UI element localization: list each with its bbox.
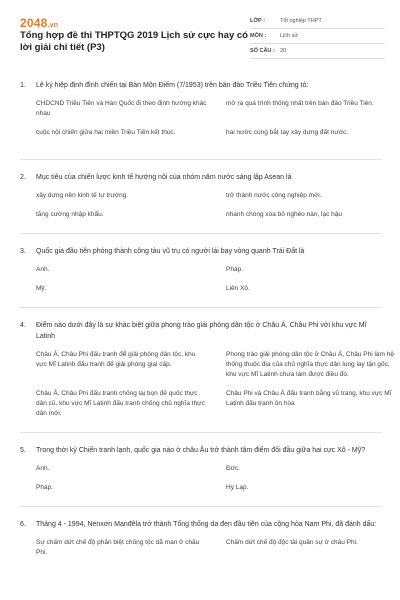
answer-option[interactable]: Anh. [36,465,50,472]
meta-key: MÔN : [250,33,267,39]
answer-option[interactable]: Anh. [36,266,50,273]
answer-option[interactable]: trở thành nước công nghiệp mới. [226,192,322,199]
answer-option[interactable]: tăng cường nhập khẩu. [36,211,104,218]
answer-options [20,265,382,303]
meta-value: 20 [280,48,287,54]
meta-table [250,14,385,59]
question-list [20,80,394,583]
answer-option[interactable]: Liên Xô. [226,285,250,292]
meta-key: LỚP : [250,18,265,24]
question-stem [20,246,382,257]
logo-text: 2048 [20,16,48,30]
question-text: Điểm nào dưới đây là sự khác biệt giữa phong trào giải phóng dân tộc ở Châu Á, Châu Phi với khu vực Mĩ Latinh [36,322,367,340]
question-6 [20,519,382,571]
question-text: Quốc gia đầu tiên phóng thành công tàu vũ trụ có người lái bay vòng quanh Trái Đất là [36,248,305,255]
document-header [0,0,400,70]
question-text: Trong thời kỳ Chiến tranh lạnh, quốc gia nào ở châu Âu trở thành tâm điểm đối đầu giữa hai cực Xô - Mỹ? [36,447,366,454]
answer-options [20,464,382,502]
question-text: Mục tiêu của chiến lược kinh tế hướng nội của nhóm năm nước sáng lập Asean là [36,174,292,181]
answer-option[interactable]: Sự chấm dứt chế độ phân biệt chủng tộc dã man ở châu Phi. [36,539,200,556]
question-1 [20,80,382,160]
question-number: 2. [20,174,26,181]
meta-row-subject [250,29,385,44]
answer-option[interactable]: Chấm dứt chế độ độc tài quân sự ở châu Phi. [226,539,358,546]
meta-value: Lịch sử [280,33,299,39]
question-2 [20,172,382,234]
page-title: Tổng hợp đề thi THPTQG 2019 Lịch sử cực hay có lời giải chi tiết (P3) [20,30,248,53]
answer-option[interactable]: hai nước cùng bắt tay xây dựng đất nước. [226,129,349,136]
question-stem [20,519,382,530]
answer-options [20,538,382,567]
question-number: 6. [20,521,26,528]
answer-option[interactable]: mở ra quá trình thống nhất trên bán đảo Triều Tiên. [226,100,374,107]
answer-option[interactable]: Châu Phi và Châu Á đấu tranh bằng vũ trang, khu vực Mĩ Latinh đấu tranh ôn hòa [226,390,392,407]
question-stem [20,80,382,91]
question-number: 1. [20,82,26,89]
answer-option[interactable]: cuộc nội chiến giữa hai miền Triều Tiên kết thúc. [36,129,176,136]
meta-row-class [250,14,385,29]
question-4 [20,320,394,433]
answer-option[interactable]: nhanh chóng xóa bỏ nghèo nàn, lạc hậu [226,211,343,218]
answer-options [20,350,394,428]
answer-option[interactable]: Mỹ. [36,285,47,292]
logo-suffix: .vn [47,22,59,29]
question-number: 5. [20,447,26,454]
question-number: 4. [20,322,26,329]
question-stem [20,320,382,342]
meta-row-count [250,44,385,59]
answer-option[interactable]: Đức. [226,465,241,472]
question-5 [20,445,382,507]
question-number: 3. [20,248,26,255]
site-logo[interactable] [20,16,58,30]
answer-option[interactable]: Châu Á, Châu Phi đấu tranh chống lại bọn đế quốc thực dân cũ, khu vực Mĩ Latinh đấu tranh chống chủ nghĩa thực dân mới. [36,390,205,417]
answer-option[interactable]: CHDCND Triều Tiên và Hàn Quốc đi theo định hướng khác nhau [36,100,207,117]
answer-option[interactable]: Hy Lạp. [226,484,249,491]
question-stem [20,445,382,456]
question-stem [20,172,382,183]
answer-option[interactable]: Pháp. [226,266,243,273]
answer-option[interactable]: Phong trào giải phóng dân tộc ở Châu Á, Châu Phi làm hệ thống thuộc địa của chủ nghĩa thực dân lung lay tận gốc, khu vực Mĩ Latinh chưa làm được điều đó. [226,351,394,378]
question-text: Lê ký hiệp định đình chiến tại Bàn Môn Điếm (7/1953) trên bán đảo Triều Tiên chứng tỏ: [36,82,309,89]
question-3 [20,246,382,308]
answer-options [20,99,382,155]
answer-options [20,191,382,229]
answer-option[interactable]: Châu Á, Châu Phi đấu tranh để giải phóng dân tộc, khu vực Mĩ Latinh đấu tranh để giải phóng giai cấp. [36,351,196,368]
question-text: Tháng 4 - 1994, Nenxơn Manđêla trở thành Tổng thống da đen đầu tiên của cộng hòa Nam Phi, đã đánh dấu: [36,521,377,528]
answer-option[interactable]: Pháp. [36,484,53,491]
meta-key: SỐ CÂU : [250,48,275,54]
answer-option[interactable]: xây dựng nền kinh tế tự trường. [36,192,129,199]
meta-value: Tốt nghiệp THPT [280,18,322,24]
